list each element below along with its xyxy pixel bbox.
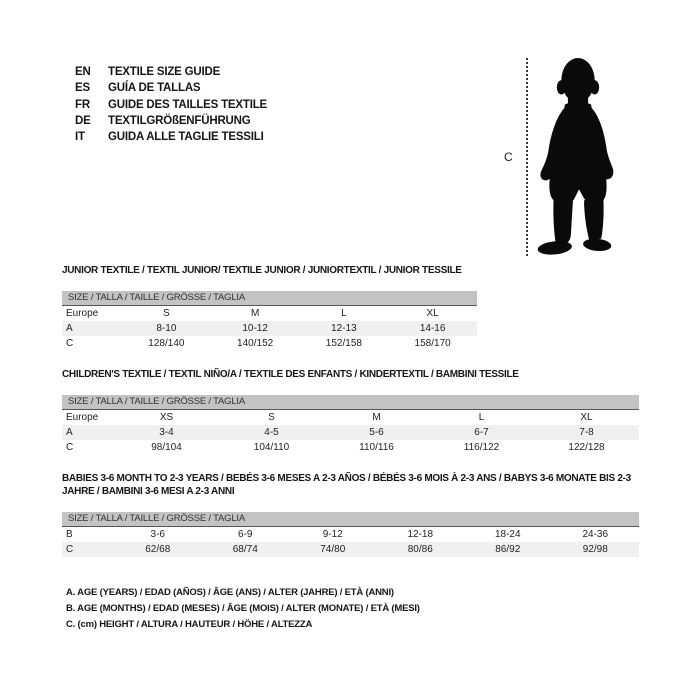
row-label: Europe bbox=[66, 412, 99, 423]
size-cell: 3-6 bbox=[150, 529, 165, 540]
legend-line: C. (cm) HEIGHT / ALTURA / HAUTEUR / HÖHE / ALTEZZA bbox=[66, 619, 313, 630]
size-cell: 3-4 bbox=[159, 427, 174, 438]
size-cell: 80/86 bbox=[407, 544, 433, 555]
size-cell: 74/80 bbox=[320, 544, 346, 555]
legend bbox=[66, 585, 420, 633]
size-cell: 104/110 bbox=[253, 442, 290, 453]
size-cell: 86/92 bbox=[495, 544, 521, 555]
language-row bbox=[75, 129, 267, 145]
size-cell: M bbox=[372, 412, 381, 423]
size-cell: 152/158 bbox=[325, 338, 362, 349]
size-cell: 110/116 bbox=[359, 442, 394, 453]
size-cell: L bbox=[341, 308, 347, 319]
size-cell: 158/170 bbox=[414, 338, 451, 349]
height-measure-label: C bbox=[504, 150, 513, 164]
size-cell: 122/128 bbox=[568, 442, 605, 453]
size-cell: 6-9 bbox=[238, 529, 253, 540]
size-cell: 62/68 bbox=[145, 544, 171, 555]
size-cell: 8-10 bbox=[156, 323, 177, 334]
size-cell: M bbox=[250, 308, 260, 319]
size-cell: XL bbox=[426, 308, 439, 319]
size-row bbox=[62, 410, 639, 426]
size-row bbox=[62, 425, 639, 440]
row-label: Europe bbox=[66, 308, 99, 319]
row-label: C bbox=[66, 442, 74, 453]
table-title: BABIES 3-6 MONTH TO 2-3 YEARS / BEBÉS 3-6 MESES A 2-3 AÑOS / BÉBÉS 3-6 MOIS À 2-3 ANS / BABYS 3-6 MONATE BIS 2-3 JAHRE / BAMBINI 3-6 MESI A 2-3 ANNI bbox=[62, 473, 631, 497]
language-code: ES bbox=[75, 82, 90, 95]
language-row bbox=[75, 64, 267, 80]
size-row bbox=[62, 542, 639, 557]
baby-silhouette-icon bbox=[534, 54, 622, 258]
size-cell: 140/152 bbox=[237, 338, 274, 349]
size-table-junior bbox=[62, 264, 477, 351]
size-row bbox=[62, 306, 477, 322]
size-cell: S bbox=[163, 308, 170, 319]
size-cell: 12-18 bbox=[407, 529, 434, 540]
table-title: CHILDREN'S TEXTILE / TEXTIL NIÑO/A / TEXTILE DES ENFANTS / KINDERTEXTIL / BAMBINI TESSILE bbox=[62, 369, 519, 380]
table-header-bar: SIZE / TALLA / TAILLE / GRÖSSE / TAGLIA bbox=[62, 395, 639, 409]
language-label: TEXTILE SIZE GUIDE bbox=[108, 66, 221, 78]
size-cell: 116/122 bbox=[463, 442, 500, 453]
size-cell: 10-12 bbox=[242, 323, 268, 334]
table-header-bar: SIZE / TALLA / TAILLE / GRÖSSE / TAGLIA bbox=[62, 512, 639, 526]
size-cell: XL bbox=[580, 412, 593, 423]
size-cell: 128/140 bbox=[148, 338, 185, 349]
size-table-children bbox=[62, 368, 639, 455]
size-row bbox=[62, 527, 639, 543]
size-cell: 5-6 bbox=[369, 427, 384, 438]
size-cell: 4-5 bbox=[264, 427, 279, 438]
size-cell: 68/74 bbox=[232, 544, 258, 555]
row-label: C bbox=[66, 338, 74, 349]
language-code: IT bbox=[75, 131, 85, 144]
size-row bbox=[62, 440, 639, 455]
size-cell: 14-16 bbox=[419, 323, 446, 334]
size-cell: 12-13 bbox=[331, 323, 357, 334]
size-cell: S bbox=[268, 412, 275, 423]
language-row bbox=[75, 113, 267, 129]
language-row bbox=[75, 80, 267, 96]
row-label: C bbox=[66, 544, 74, 555]
table-header-bar: SIZE / TALLA / TAILLE / GRÖSSE / TAGLIA bbox=[62, 291, 477, 305]
language-label: TEXTILGRÖßENFÜHRUNG bbox=[108, 114, 251, 127]
row-label: B bbox=[66, 529, 73, 540]
size-cell: XS bbox=[159, 412, 174, 423]
size-cell: 9-12 bbox=[322, 529, 343, 540]
language-list bbox=[75, 64, 267, 145]
language-row bbox=[75, 97, 267, 113]
size-cell: 6-7 bbox=[474, 427, 489, 438]
language-code: FR bbox=[75, 98, 90, 111]
language-label: GUIDE DES TAILLES TEXTILE bbox=[108, 98, 267, 111]
size-row bbox=[62, 321, 477, 336]
size-row bbox=[62, 336, 477, 351]
height-measure-line bbox=[526, 58, 528, 256]
size-grid bbox=[62, 526, 639, 557]
size-cell: 18-24 bbox=[494, 529, 521, 540]
row-label: A bbox=[66, 427, 73, 438]
language-label: GUIDA ALLE TAGLIE TESSILI bbox=[108, 131, 264, 144]
size-grid bbox=[62, 409, 639, 455]
language-code: EN bbox=[75, 66, 91, 78]
language-code: DE bbox=[75, 114, 91, 127]
language-label: GUÍA DE TALLAS bbox=[108, 82, 201, 95]
legend-line: A. AGE (YEARS) / EDAD (AÑOS) / ÂGE (ANS) / ALTER (JAHRE) / ETÀ (ANNI) bbox=[66, 587, 394, 598]
size-cell: 7-8 bbox=[579, 427, 594, 438]
size-cell: L bbox=[478, 412, 485, 423]
size-cell: 98/104 bbox=[151, 442, 182, 453]
legend-line: B. AGE (MONTHS) / EDAD (MESES) / ÂGE (MOIS) / ALTER (MONATE) / ETÀ (MESI) bbox=[66, 603, 420, 614]
row-label: A bbox=[66, 323, 73, 334]
size-cell: 92/98 bbox=[582, 544, 608, 555]
size-cell: 24-36 bbox=[582, 529, 609, 540]
table-title: JUNIOR TEXTILE / TEXTIL JUNIOR/ TEXTILE JUNIOR / JUNIORTEXTIL / JUNIOR TESSILE bbox=[62, 265, 462, 276]
size-grid bbox=[62, 305, 477, 351]
size-table-babies bbox=[62, 472, 639, 557]
